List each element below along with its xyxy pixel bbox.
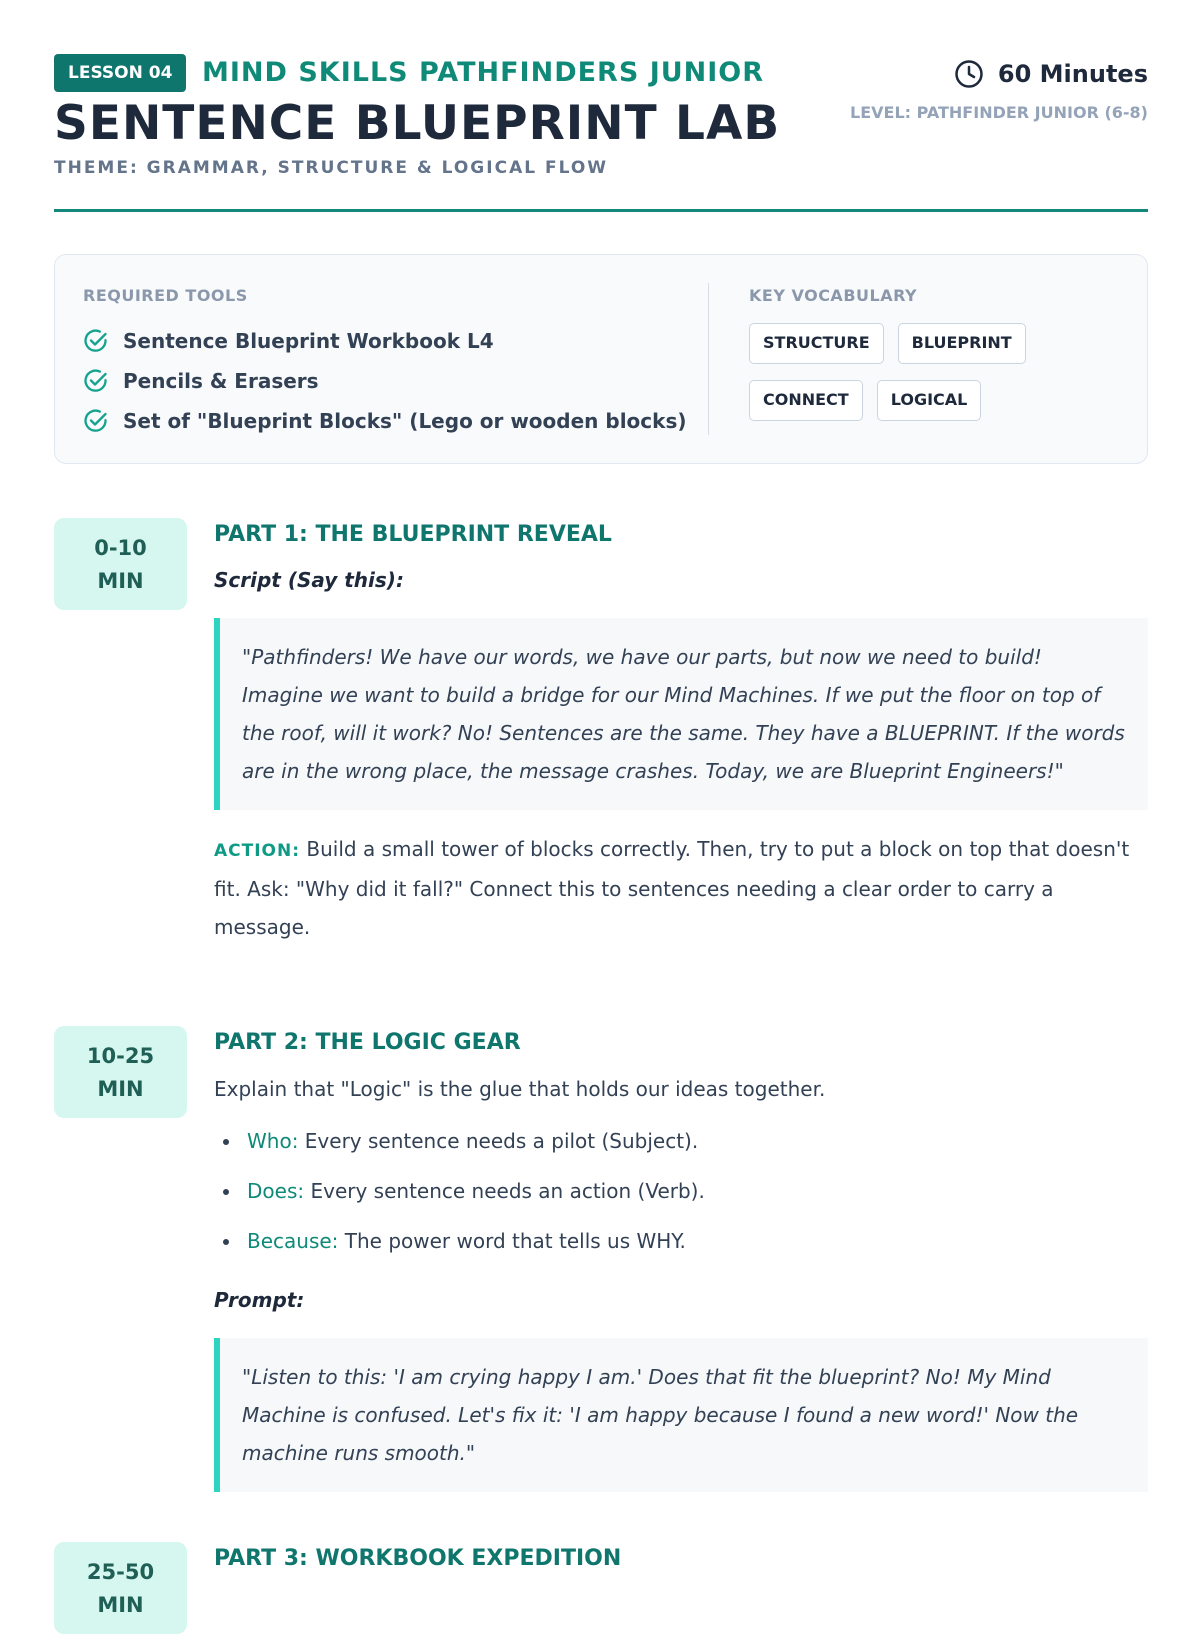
materials-card: [54, 254, 1148, 464]
logic-bullet-list: [214, 1116, 1148, 1266]
check-circle-icon: [83, 368, 109, 394]
lesson-theme: THEME: GRAMMAR, STRUCTURE & LOGICAL FLOW: [54, 158, 609, 178]
lesson-plan-page: [54, 0, 1148, 1617]
tool-name: Sentence Blueprint Workbook L4: [123, 329, 494, 353]
lesson-title: SENTENCE BLUEPRINT LAB: [54, 96, 781, 151]
prompt-quote: "Listen to this: 'I am crying happy I am.' Does that fit the blueprint? No! My Mind Machine is confused. Let's fix it: 'I am happy because I found a new word!' Now the machine runs smooth.": [214, 1338, 1148, 1492]
bullet-term: Because:: [247, 1229, 339, 1253]
vocab-chip-structure: STRUCTURE: [749, 323, 884, 364]
bullet-term: Who:: [247, 1129, 299, 1153]
required-tools-label: REQUIRED TOOLS: [83, 286, 248, 305]
key-vocabulary-label: KEY VOCABULARY: [749, 286, 918, 305]
action-label: ACTION:: [214, 841, 301, 861]
section-intro: Explain that "Logic" is the glue that holds our ideas together.: [214, 1077, 826, 1101]
script-quote: "Pathfinders! We have our words, we have our parts, but now we need to build! Imagine we want to build a bridge for our Mind Machines. If we put the floor on top of the roof, will it work? No! Sentences are the same. They have a BLUEPRINT. If the words are in the wrong place, the message crashes. Today, we are Blueprint Engineers!": [214, 618, 1148, 810]
program-name: MIND SKILLS PATHFINDERS JUNIOR: [202, 57, 765, 88]
action-paragraph: [214, 830, 1148, 946]
script-label: Script (Say this):: [214, 568, 404, 592]
lesson-duration: [954, 56, 1148, 92]
section-title: PART 3: WORKBOOK EXPEDITION: [214, 1546, 622, 1571]
list-item: [214, 1116, 1148, 1166]
vocab-chip-blueprint: BLUEPRINT: [898, 323, 1026, 364]
prompt-label: Prompt:: [214, 1288, 305, 1312]
tool-item: [83, 321, 693, 361]
action-text: Build a small tower of blocks correctly. Then, try to put a block on top that doesn't fit. Ask: "Why did it fall?" Connect this to sentences needing a clear order to carry a message.: [214, 837, 1130, 939]
tool-item: [83, 401, 693, 441]
tool-name: Set of "Blueprint Blocks" (Lego or wooden blocks): [123, 409, 687, 433]
level-label: LEVEL: PATHFINDER JUNIOR (6-8): [850, 103, 1148, 122]
time-badge-part-2: [54, 1026, 187, 1118]
time-range: 25-50: [86, 1560, 155, 1584]
card-divider: [708, 283, 709, 435]
tool-name: Pencils & Erasers: [123, 369, 319, 393]
section-part-3: [214, 1544, 1148, 1574]
vocab-chip-connect: CONNECT: [749, 380, 863, 421]
check-circle-icon: [83, 408, 109, 434]
bullet-text: Every sentence needs an action (Verb).: [310, 1179, 705, 1203]
section-part-2: [214, 1028, 1148, 1492]
lesson-number-badge: LESSON 04: [54, 54, 186, 92]
section-title: PART 1: THE BLUEPRINT REVEAL: [214, 522, 612, 547]
tool-item: [83, 361, 693, 401]
bullet-term: Does:: [247, 1179, 305, 1203]
list-item: [214, 1166, 1148, 1216]
required-tools-list: [83, 321, 693, 441]
vocabulary-chips: [749, 323, 1129, 437]
section-part-1: [214, 520, 1148, 946]
time-badge-part-1: [54, 518, 187, 610]
clock-icon: [954, 59, 984, 89]
lesson-header: [54, 52, 1148, 212]
time-unit: MIN: [97, 1593, 144, 1617]
time-badge-part-3: [54, 1542, 187, 1634]
time-range: 10-25: [86, 1044, 155, 1068]
duration-text: 60 Minutes: [997, 60, 1148, 88]
time-unit: MIN: [97, 1077, 144, 1101]
list-item: [214, 1216, 1148, 1266]
vocab-chip-logical: LOGICAL: [877, 380, 982, 421]
check-circle-icon: [83, 328, 109, 354]
bullet-text: Every sentence needs a pilot (Subject).: [304, 1129, 699, 1153]
bullet-text: The power word that tells us WHY.: [344, 1229, 686, 1253]
time-range: 0-10: [94, 536, 147, 560]
section-title: PART 2: THE LOGIC GEAR: [214, 1030, 521, 1055]
time-unit: MIN: [97, 569, 144, 593]
